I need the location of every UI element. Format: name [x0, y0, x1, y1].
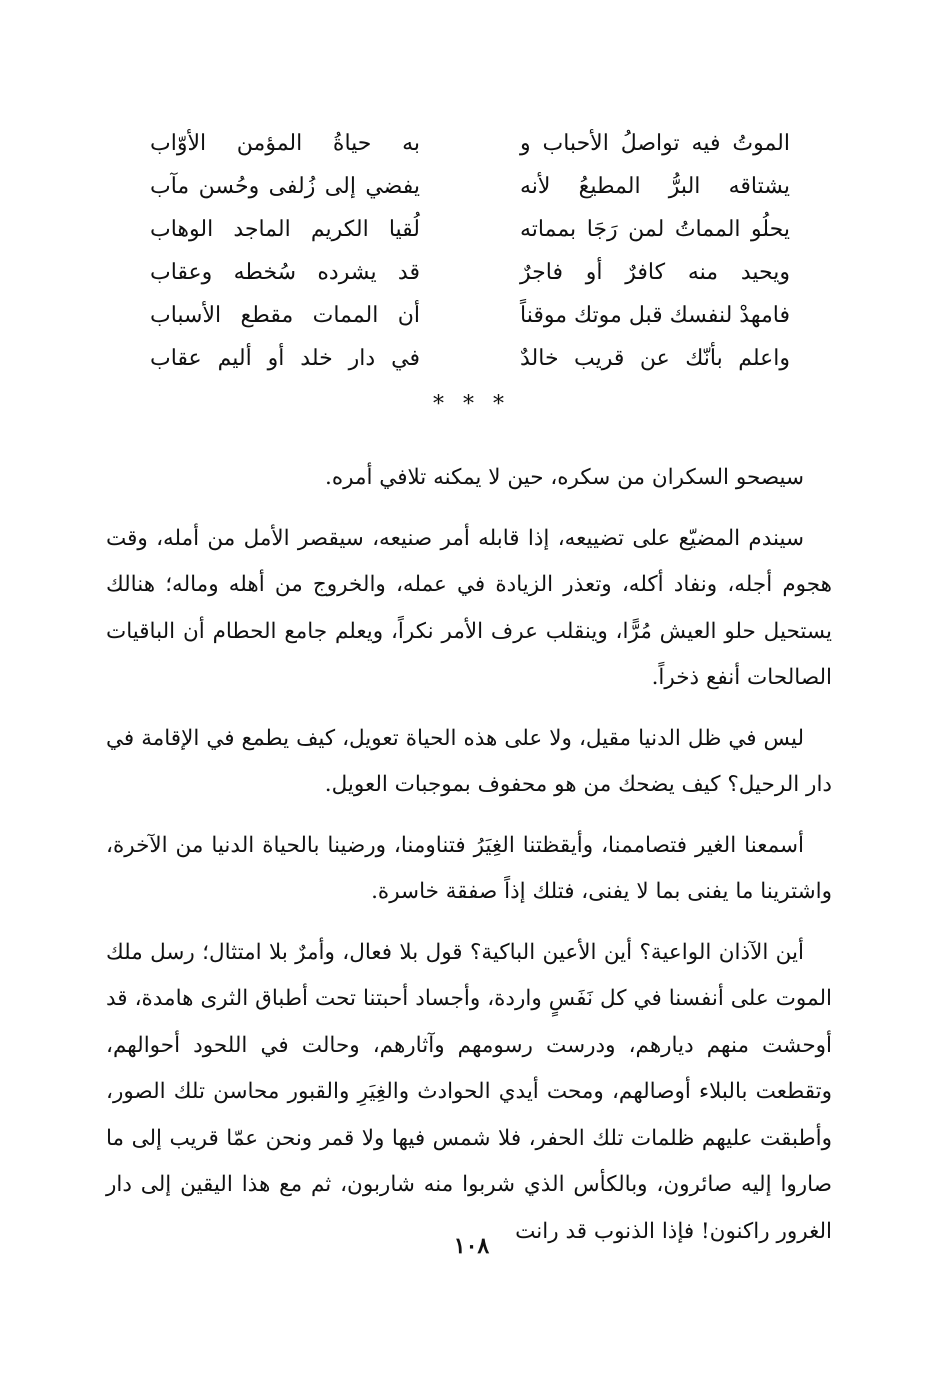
verse-second-hemistich: قد يشرده سُخطه وعقاب — [150, 260, 420, 285]
page-number: ١٠٨ — [453, 1233, 490, 1259]
verse-first-hemistich: واعلم بأنّك عن قريب خالدٌ — [520, 346, 790, 371]
verse-second-hemistich: لُقيا الكريم الماجد الوهاب — [150, 217, 420, 242]
verse — [150, 165, 790, 208]
verse-first-hemistich: يشتاقه البرُّ المطيعُ لأنه — [520, 174, 790, 199]
verse-first-hemistich: الموتُ فيه تواصلُ الأحباب و — [520, 131, 790, 156]
poem — [150, 122, 790, 380]
verse — [150, 208, 790, 251]
paragraph: ليس في ظل الدنيا مقيل، ولا على هذه الحياة تعويل، كيف يطمع في الإقامة في دار الرحيل؟ كيف يضحك من هو محفوف بموجبات العويل. — [106, 725, 832, 797]
verse-second-hemistich: أن الممات مقطع الأسباب — [150, 303, 420, 328]
verse — [150, 122, 790, 165]
verse-second-hemistich: به حياةُ المؤمن الأوّاب — [150, 131, 420, 156]
verse — [150, 294, 790, 337]
verse — [150, 337, 790, 380]
paragraph: سيصحو السكران من سكره، حين لا يمكنه تلافي أمره. — [324, 465, 804, 490]
body-text — [106, 455, 832, 1269]
paragraph: أين الآذان الواعية؟ أين الأعين الباكية؟ قول بلا فعال، وأمرٌ بلا امتثال؛ رسل ملك الموت على أنفسنا في كل نَفَسٍ واردة، وأجساد أحبتنا تحت أطباق الثرى هامدة، قد أوحشت منهم ديارهم، ودرست رسومهم وآثارهم، وحالت في اللحود أحوالهم، وتقطعت بالبلاء أوصالهم، ومحت أيدي الحوادث والغِيَرِ والقبور محاسن تلك الصور، وأطبقت عليهم ظلمات تلك الحفر، فلا شمس فيها ولا قمر ونحن عمّا قريب إلى ما صاروا إليه صائرون، وبالكأس الذي شربوا منه شاربون، ثم مع هذا اليقين إلى دار الغرور راكنون! فإذا الذنوب قد رانت — [106, 939, 832, 1244]
section-separator: * * * — [433, 392, 510, 417]
verse-second-hemistich: في دار خلد أو أليم عقاب — [150, 346, 420, 371]
paragraph: أسمعنا الغير فتصاممنا، وأيقظتنا الغِيَرُ فتناومنا، ورضينا بالحياة الدنيا من الآخرة، واشترينا ما يفنى بما لا يفنى، فتلك إذاً صفقة خاسرة. — [106, 832, 832, 904]
paragraph: سيندم المضيّع على تضييعه، إذا قابله أمر صنيعه، سيقصر الأمل من أمله، وقت هجوم أجله، ونفاد أكله، وتعذر الزيادة في عمله، والخروج من أهله وماله؛ هنالك يستحيل حلو العيش مُرًّا، وينقلب عرف الأمر نكراً، ويعلم جامع الحطام أن الباقيات الصالحات أنفع ذخراً. — [106, 525, 832, 690]
verse — [150, 251, 790, 294]
verse-first-hemistich: ويحيد منه كافرٌ أو فاجرٌ — [520, 260, 790, 285]
verse-first-hemistich: فامهدْ لنفسك قبل موتك موقناً — [520, 303, 790, 328]
verse-second-hemistich: يفضي إلى زُلفى وحُسن مآب — [150, 174, 420, 199]
verse-first-hemistich: يحلُو المماتُ لمن رَجَا بمماته — [520, 217, 790, 242]
